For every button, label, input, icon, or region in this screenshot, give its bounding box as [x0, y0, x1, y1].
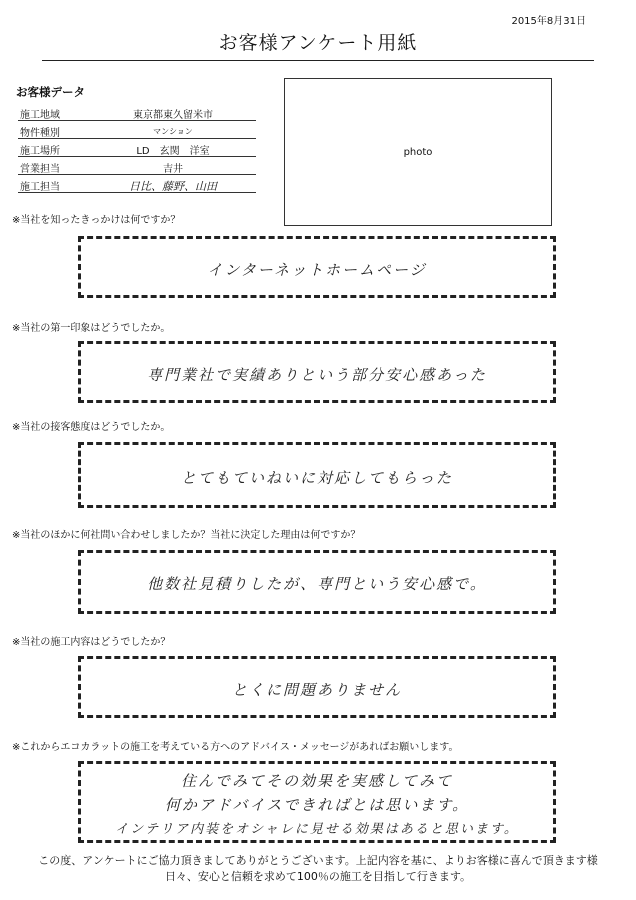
- info-label: 施工担当: [20, 182, 60, 193]
- info-label: 施工場所: [20, 146, 60, 157]
- answer-1-line: インターネットホームページ: [207, 261, 427, 279]
- answer-box-3: [78, 442, 556, 508]
- answer-2-line: 専門業社で実績ありという部分安心感あった: [147, 366, 487, 384]
- question-5: ※当社の施工内容はどうでしたか？: [12, 637, 171, 648]
- photo-label: photo: [403, 146, 433, 158]
- answer-5-line: とくに問題ありません: [231, 681, 402, 699]
- info-row-location: [18, 140, 256, 157]
- answer-box-1: [78, 236, 556, 298]
- info-value: 日比、藤野、山田: [129, 180, 217, 193]
- info-value: マンション: [153, 127, 193, 136]
- info-value: 吉井: [163, 164, 183, 175]
- info-row-construction: [18, 176, 256, 193]
- question-1: ※当社を知ったきっかけは何ですか？: [12, 215, 181, 226]
- answer-6-line-2: 何かアドバイスできればとは思います。: [164, 796, 470, 814]
- title-underline: [42, 60, 594, 61]
- answer-4-line: 他数社見積りしたが、専門という安心感で。: [147, 575, 487, 593]
- footer-line-1: この度、アンケートにご協力頂きましてありがとうございます。上記内容を基に、よりお客様に喜んで頂きます様: [38, 854, 598, 867]
- info-value: 東京都東久留米市: [133, 110, 213, 121]
- photo-placeholder: [284, 78, 552, 226]
- info-label: 施工地域: [20, 110, 60, 121]
- page-title: お客様アンケート用紙: [218, 32, 418, 54]
- info-row-property-type: [18, 122, 256, 139]
- question-6: ※これからエコカラットの施工を考えている方へのアドバイス・メッセージがあればお願いします。: [12, 742, 459, 753]
- question-4: ※当社のほかに何社問い合わせしましたか？当社に決定した理由は何ですか？: [12, 530, 361, 541]
- info-label: 物件種別: [20, 128, 60, 139]
- answer-box-2: [78, 341, 556, 403]
- customer-data-heading: お客様データ: [16, 85, 85, 99]
- info-row-area: [18, 104, 256, 121]
- answer-6-line-1: 住んでみてその効果を実感してみて: [180, 772, 453, 790]
- answer-box-6: [78, 761, 556, 843]
- answer-6-line-3: インテリア内装をオシャレに見せる効果はあると思います。: [115, 822, 519, 837]
- question-2: ※当社の第一印象はどうでしたか。: [12, 323, 171, 334]
- answer-box-5: [78, 656, 556, 718]
- answer-box-4: [78, 550, 556, 614]
- footer-line-2: 日々、安心と信頼を求めて100％の施工を目指して行きます。: [164, 870, 472, 883]
- survey-date: 2015年8月31日: [511, 16, 586, 27]
- info-value: LD 玄関 洋室: [136, 146, 210, 157]
- info-label: 営業担当: [20, 164, 60, 175]
- info-row-sales: [18, 158, 256, 175]
- question-3: ※当社の接客態度はどうでしたか。: [12, 422, 171, 433]
- answer-3-line: とてもていねいに対応してもらった: [180, 469, 453, 487]
